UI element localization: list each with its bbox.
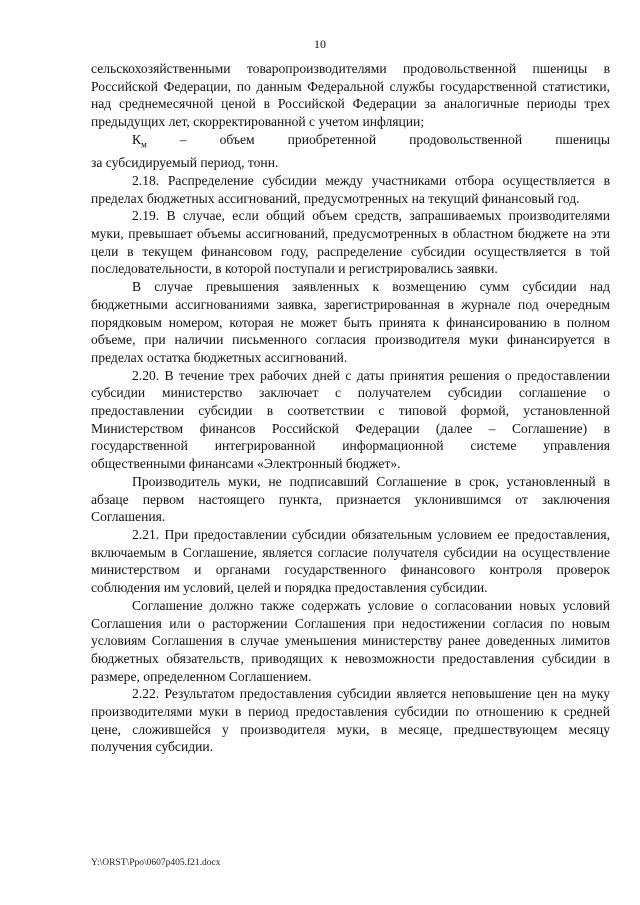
paragraph-2-21-b: Соглашение должно также содержать условие о согласовании новых условий Соглашения или о расторжении Соглашения при недостижении согласия по новым условиям Соглашения в случае уменьшения министерству ранее доведенных лимитов бюджетных обязательств, приводящих к невозможности предоставления субсидии в размере, определенном Соглашением. xyxy=(91,597,610,684)
km-symbol xyxy=(132,131,147,154)
paragraph-2-22: 2.22. Результатом предоставления субсидии является неповышение цен на муку производителями муки в период предоставления субсидии по отношению к средней цене, сложившейся у производителя муки, в месяце, предшествующем месяцу получения субсидии. xyxy=(91,686,610,755)
km-word-3: продовольственной xyxy=(409,131,523,147)
km-definition-continuation: за субсидируемый период, тонн. xyxy=(91,155,279,171)
km-word-1: объем xyxy=(219,131,255,147)
paragraph-2-21: 2.21. При предоставлении субсидии обязательным условием ее предоставления, включаемым в Соглашение, является согласие получателя субсидии на осуществление министерством и органами государственного финансового контроля проверок соблюдения им условий, целей и порядка предоставления субсидии. xyxy=(91,527,610,596)
paragraph-2-20-b: Производитель муки, не подписавший Соглашение в срок, установленный в абзаце первом настоящего пункта, признается уклонившимся от заключения Соглашения. xyxy=(91,473,610,525)
document-body xyxy=(91,60,610,756)
paragraph-2-18: 2.18. Распределение субсидии между участниками отбора осуществляется в пределах бюджетных ассигнований, предусмотренных на текущий финансовый год. xyxy=(91,172,610,206)
paragraph-2-19: 2.19. В случае, если общий объем средств, запрашиваемых производителями муки, превышает объемы ассигнований, предусмотренных в областном бюджете на эти цели в текущем финансовом году, распределение субсидии осуществляется в той последовательности, в которой поступали и регистрировались заявки. xyxy=(91,208,610,277)
km-symbol-subscript: м xyxy=(141,139,147,150)
km-definition-line xyxy=(91,131,610,154)
km-dash: – xyxy=(179,131,187,147)
paragraph-2-19-b: В случае превышения заявленных к возмещению сумм субсидии над бюджетными ассигнованиями заявка, зарегистрированная в журнале под очередным порядковым номером, которая не может быть принята к финансированию в полном объеме, при наличии письменного согласия производителя муки финансируется в пределах остатка бюджетных ассигнований. xyxy=(91,279,610,365)
paragraph-2-20: 2.20. В течение трех рабочих дней с даты принятия решения о предоставлении субсидии министерство заключает с получателем субсидии соглашение о предоставлении субсидии в соответствии с типовой формой, установленной Министерством финансов Российской Федерации (далее – Соглашение) в государственной интегрированной информационной системе управления общественными финансами «Электронный бюджет». xyxy=(91,367,610,472)
paragraph-inflation-clause: сельскохозяйственными товаропроизводителями продовольственной пшеницы в Российской Федерации, по данным Федеральной службы государственной статистики, над среднемесячной ценой в Российской Федерации за аналогичные периоды трех предыдущих лет, скорректированной с учетом инфляции; xyxy=(91,61,610,130)
footer-file-path: Y:\ORST\Ppo\0607p405.f21.docx xyxy=(91,858,221,868)
km-word-4: пшеницы xyxy=(555,131,610,147)
km-symbol-letter: К xyxy=(132,131,142,147)
km-word-2: приобретенной xyxy=(287,131,377,147)
page-number: 10 xyxy=(314,37,326,51)
